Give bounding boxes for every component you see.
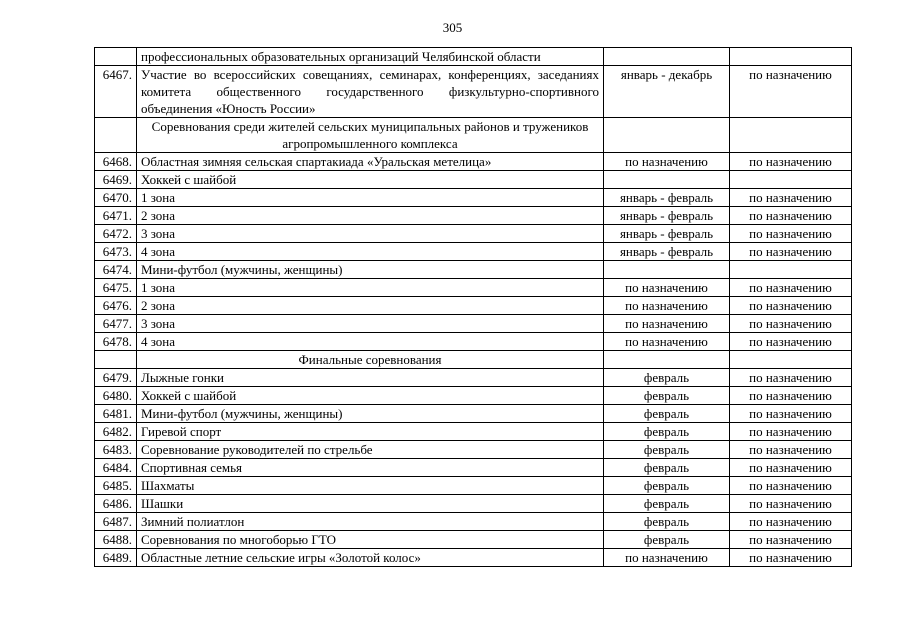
table-row	[95, 189, 852, 207]
event-responsible	[730, 171, 852, 189]
table-row	[95, 423, 852, 441]
row-number: 6484.	[95, 459, 137, 477]
event-name: Хоккей с шайбой	[137, 171, 604, 189]
event-responsible: по назначению	[730, 243, 852, 261]
event-name: Шашки	[137, 495, 604, 513]
event-term: февраль	[604, 423, 730, 441]
event-name: Зимний полиатлон	[137, 513, 604, 531]
event-term: по назначению	[604, 279, 730, 297]
event-responsible: по назначению	[730, 531, 852, 549]
event-term: февраль	[604, 513, 730, 531]
table-row	[95, 333, 852, 351]
event-name: 3 зона	[137, 225, 604, 243]
row-number: 6467.	[95, 66, 137, 118]
section-header-row	[95, 351, 852, 369]
event-name: 4 зона	[137, 243, 604, 261]
event-responsible: по назначению	[730, 477, 852, 495]
event-name: Соревнование руководителей по стрельбе	[137, 441, 604, 459]
table-row	[95, 531, 852, 549]
event-term: февраль	[604, 369, 730, 387]
table-row	[95, 207, 852, 225]
table-row	[95, 477, 852, 495]
event-name: Мини-футбол (мужчины, женщины)	[137, 261, 604, 279]
event-name: 3 зона	[137, 315, 604, 333]
table-row	[95, 387, 852, 405]
event-name: Участие во всероссийских совещаниях, семинарах, конференциях, заседаниях комитета общественного государственного физкультурно-спортивного объединения «Юность России»	[137, 66, 604, 118]
event-term: февраль	[604, 405, 730, 423]
row-number: 6482.	[95, 423, 137, 441]
row-number	[95, 351, 137, 369]
event-name: Соревнования по многоборью ГТО	[137, 531, 604, 549]
row-number: 6475.	[95, 279, 137, 297]
event-term: по назначению	[604, 297, 730, 315]
event-responsible: по назначению	[730, 279, 852, 297]
row-number: 6488.	[95, 531, 137, 549]
event-term: по назначению	[604, 153, 730, 171]
event-term: февраль	[604, 459, 730, 477]
row-number: 6471.	[95, 207, 137, 225]
row-number: 6489.	[95, 549, 137, 567]
row-number: 6470.	[95, 189, 137, 207]
table-row	[95, 369, 852, 387]
table-row	[95, 459, 852, 477]
event-term: февраль	[604, 441, 730, 459]
row-number: 6473.	[95, 243, 137, 261]
row-number: 6474.	[95, 261, 137, 279]
event-term: январь - февраль	[604, 189, 730, 207]
table-row	[95, 315, 852, 333]
row-number: 6478.	[95, 333, 137, 351]
event-term	[604, 48, 730, 66]
event-responsible: по назначению	[730, 207, 852, 225]
event-name: 2 зона	[137, 207, 604, 225]
event-responsible: по назначению	[730, 153, 852, 171]
section-title: Соревнования среди жителей сельских муниципальных районов и тружеников агропромышленного комплекса	[137, 118, 604, 153]
table-row	[95, 513, 852, 531]
event-name: Областная зимняя сельская спартакиада «Уральская метелица»	[137, 153, 604, 171]
event-responsible	[730, 351, 852, 369]
table-row	[95, 279, 852, 297]
table-row	[95, 405, 852, 423]
page-number: 305	[442, 20, 463, 35]
event-responsible: по назначению	[730, 513, 852, 531]
event-responsible: по назначению	[730, 333, 852, 351]
event-name: Хоккей с шайбой	[137, 387, 604, 405]
event-term: по назначению	[604, 315, 730, 333]
row-number: 6481.	[95, 405, 137, 423]
event-responsible: по назначению	[730, 387, 852, 405]
event-term	[604, 171, 730, 189]
events-table-body	[95, 48, 852, 567]
event-responsible: по назначению	[730, 189, 852, 207]
event-name: 4 зона	[137, 333, 604, 351]
event-responsible: по назначению	[730, 549, 852, 567]
event-responsible: по назначению	[730, 66, 852, 118]
table-row	[95, 243, 852, 261]
table-row	[95, 297, 852, 315]
event-responsible: по назначению	[730, 315, 852, 333]
table-row	[95, 441, 852, 459]
event-responsible: по назначению	[730, 441, 852, 459]
table-row	[95, 153, 852, 171]
event-responsible	[730, 261, 852, 279]
event-term: январь - февраль	[604, 243, 730, 261]
event-name: Гиревой спорт	[137, 423, 604, 441]
event-name: Шахматы	[137, 477, 604, 495]
event-responsible: по назначению	[730, 405, 852, 423]
event-responsible	[730, 48, 852, 66]
row-number: 6486.	[95, 495, 137, 513]
event-name: 1 зона	[137, 279, 604, 297]
event-name: 2 зона	[137, 297, 604, 315]
table-row	[95, 261, 852, 279]
events-table	[94, 47, 852, 567]
event-name: Лыжные гонки	[137, 369, 604, 387]
event-term: январь - февраль	[604, 207, 730, 225]
table-row	[95, 225, 852, 243]
table-row	[95, 549, 852, 567]
row-number: 6485.	[95, 477, 137, 495]
table-row	[95, 495, 852, 513]
event-name: профессиональных образовательных организаций Челябинской области	[137, 48, 604, 66]
event-responsible: по назначению	[730, 459, 852, 477]
event-term: январь - декабрь	[604, 66, 730, 118]
row-number	[95, 48, 137, 66]
event-term: по назначению	[604, 333, 730, 351]
event-term: февраль	[604, 495, 730, 513]
event-term	[604, 351, 730, 369]
table-row	[95, 66, 852, 118]
row-number: 6487.	[95, 513, 137, 531]
table-row	[95, 48, 852, 66]
row-number	[95, 118, 137, 153]
event-responsible	[730, 118, 852, 153]
row-number: 6477.	[95, 315, 137, 333]
event-name: Спортивная семья	[137, 459, 604, 477]
event-term	[604, 118, 730, 153]
event-responsible: по назначению	[730, 423, 852, 441]
event-term	[604, 261, 730, 279]
event-name: Областные летние сельские игры «Золотой колос»	[137, 549, 604, 567]
row-number: 6480.	[95, 387, 137, 405]
row-number: 6476.	[95, 297, 137, 315]
event-responsible: по назначению	[730, 225, 852, 243]
event-name: Мини-футбол (мужчины, женщины)	[137, 405, 604, 423]
event-term: февраль	[604, 531, 730, 549]
row-number: 6479.	[95, 369, 137, 387]
event-responsible: по назначению	[730, 495, 852, 513]
event-responsible: по назначению	[730, 297, 852, 315]
row-number: 6469.	[95, 171, 137, 189]
row-number: 6472.	[95, 225, 137, 243]
section-header-row	[95, 118, 852, 153]
row-number: 6483.	[95, 441, 137, 459]
row-number: 6468.	[95, 153, 137, 171]
event-term: январь - февраль	[604, 225, 730, 243]
event-term: февраль	[604, 387, 730, 405]
section-title: Финальные соревнования	[137, 351, 604, 369]
table-row	[95, 171, 852, 189]
event-term: февраль	[604, 477, 730, 495]
event-responsible: по назначению	[730, 369, 852, 387]
event-name: 1 зона	[137, 189, 604, 207]
event-term: по назначению	[604, 549, 730, 567]
